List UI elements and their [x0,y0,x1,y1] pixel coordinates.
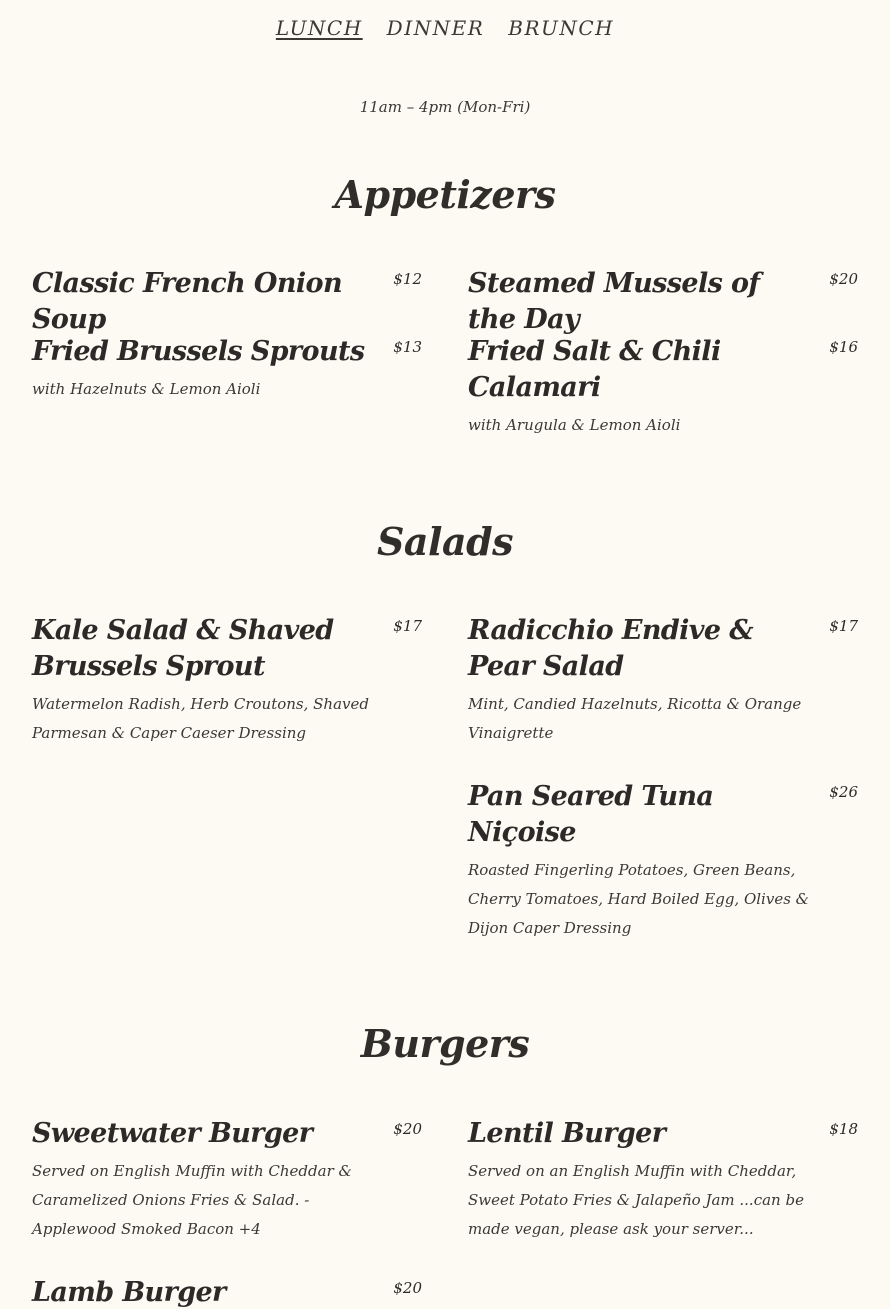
section-title-appetizers: Appetizers [334,172,556,217]
menu-item [468,779,858,943]
item-description: Served on an English Muffin with Cheddar, Sweet Potato Fries & Jalapeño Jam ...can be made vegan, please ask your server... [468,1162,804,1238]
item-name: Steamed Mussels of the Day [468,268,760,335]
item-price: $17 [393,617,422,635]
item-description: Watermelon Radish, Herb Croutons, Shaved Parmesan & Caper Caeser Dressing [32,695,369,742]
section-title-burgers: Burgers [360,1021,530,1066]
item-price: $26 [829,783,858,801]
item-description: with Arugula & Lemon Aioli [468,416,681,434]
item-name: Lamb Burger [32,1277,226,1308]
menu-item [468,266,858,338]
tab-brunch[interactable]: BRUNCH [508,16,615,40]
item-price: $13 [393,338,422,356]
item-name: Radicchio Endive & Pear Salad [468,615,754,682]
item-name: Lentil Burger [468,1118,666,1149]
item-name: Sweetwater Burger [32,1118,313,1149]
item-price: $16 [829,338,858,356]
item-description: Mint, Candied Hazelnuts, Ricotta & Orange Vinaigrette [468,695,802,742]
menu-item [468,334,858,440]
item-price: $20 [393,1120,422,1138]
menu-item [32,613,422,748]
item-price: $20 [829,270,858,288]
menu-item [32,334,422,404]
item-price: $17 [829,617,858,635]
menu-item [468,1116,858,1244]
tab-lunch[interactable]: LUNCH [275,16,363,40]
item-description: Served on English Muffin with Cheddar & Caramelized Onions Fries & Salad. - Applewood Smoked Bacon +4 [32,1162,352,1238]
item-name: Kale Salad & Shaved Brussels Sprout [32,615,334,682]
section-title-salads: Salads [376,519,514,564]
menu-tabs [0,16,890,40]
item-name: Fried Salt & Chili Calamari [468,336,721,403]
tab-dinner[interactable]: DINNER [386,16,485,40]
item-description: with Hazelnuts & Lemon Aioli [32,380,261,398]
menu-item [32,266,422,338]
item-name: Pan Seared Tuna Niçoise [468,781,714,848]
menu-item [32,1275,422,1309]
item-price: $20 [393,1279,422,1297]
item-description: Roasted Fingerling Potatoes, Green Beans, Cherry Tomatoes, Hard Boiled Egg, Olives & Dijon Caper Dressing [468,861,810,937]
item-price: $18 [829,1120,858,1138]
menu-item [32,1116,422,1244]
menu-item [468,613,858,748]
item-name: Classic French Onion Soup [32,268,342,335]
item-name: Fried Brussels Sprouts [32,336,365,367]
serving-hours: 11am – 4pm (Mon-Fri) [359,98,531,116]
item-price: $12 [393,270,422,288]
